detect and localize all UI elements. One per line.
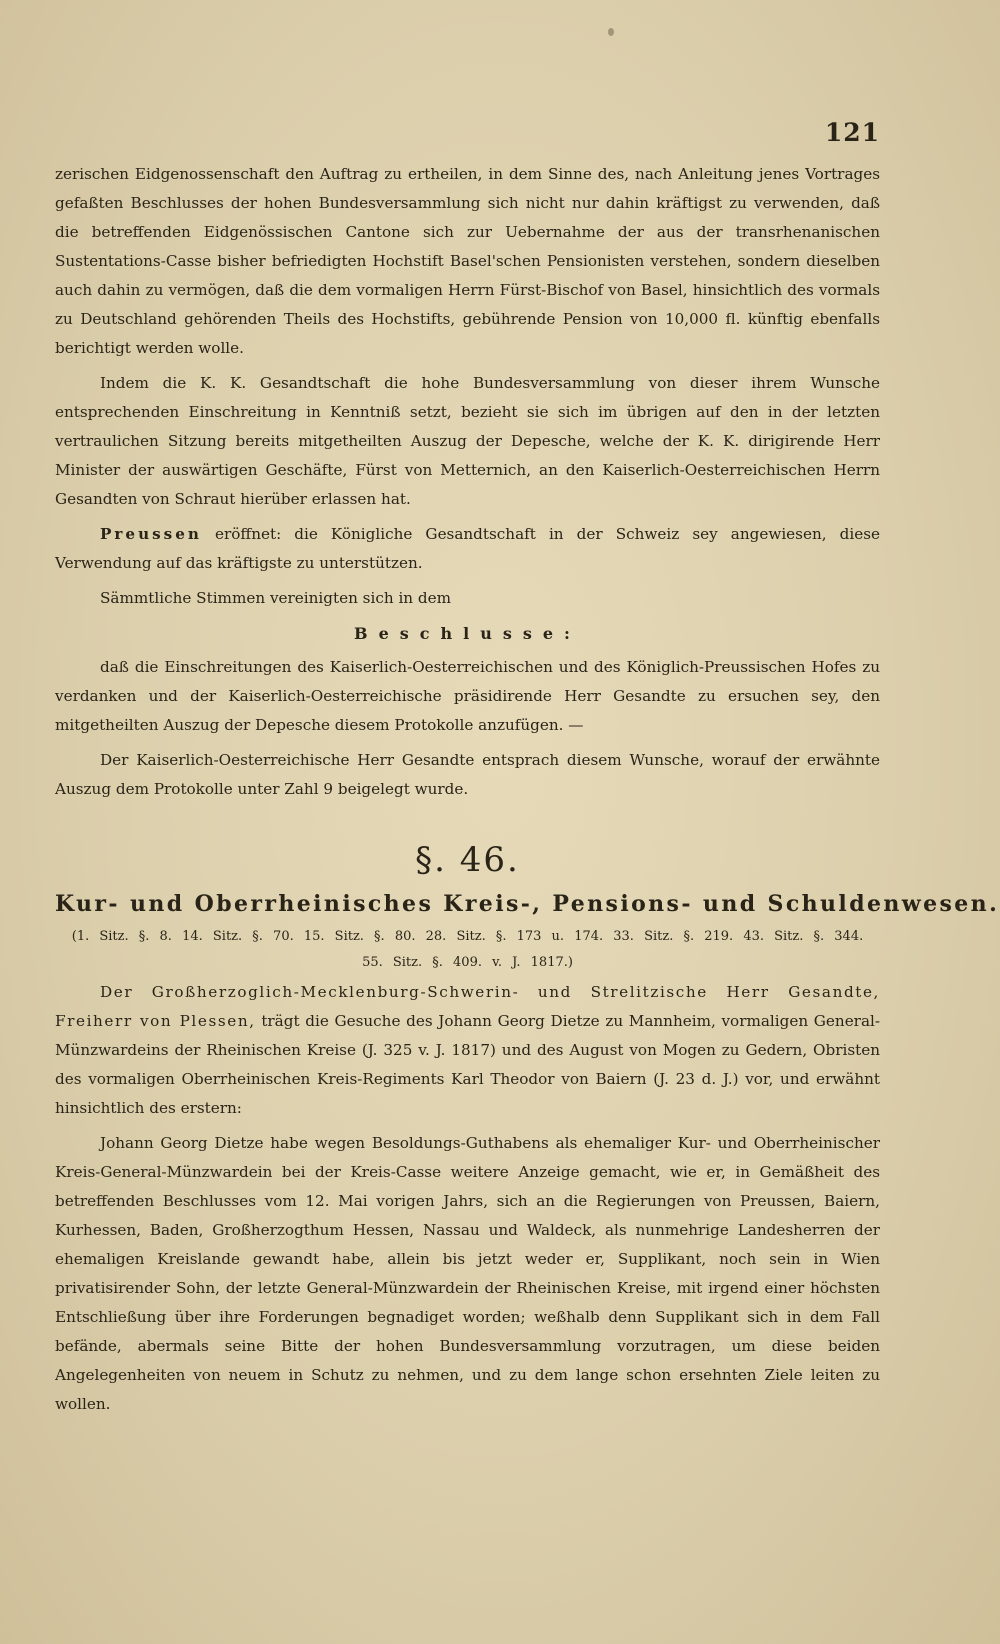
section-title: Kur- und Oberrheinisches Kreis-, Pensions- und Schuldenwesen. bbox=[55, 891, 1000, 917]
section-references-line-1: (1. Sitz. §. 8. 14. Sitz. §. 70. 15. Sitz. §. 80. 28. Sitz. §. 173 u. 174. 33. Sitz. §. 219. 43. Sitz. §. 344. bbox=[71, 929, 864, 944]
ink-spot bbox=[608, 28, 614, 36]
page-content bbox=[55, 160, 1000, 1425]
preussen-rest: eröffnet: die Königliche Gesandtschaft in der Schweiz sey angewiesen, diese Verwendung auf das kräftigste zu unterstützen. bbox=[55, 525, 880, 572]
paragraph-stimmen: Sämmtliche Stimmen vereinigten sich in dem bbox=[100, 589, 452, 607]
paragraph-protokoll: Der Kaiserlich-Oesterreichische Herr Gesandte entsprach diesem Wunsche, worauf der erwähnte Auszug dem Protokolle unter Zahl 9 beigelegt wurde. bbox=[55, 751, 880, 798]
preussen-lead: Preussen bbox=[100, 525, 202, 543]
paragraph-resolution: daß die Einschreitungen des Kaiserlich-Oesterreichischen und des Königlich-Preussischen Hofes zu verdanken und der Kaiserlich-Oesterreichische präsidirende Herr Gesandte zu ersuchen sey, den mitgetheilten Auszug der Depesche diesem Protokolle anzufügen. — bbox=[55, 658, 880, 734]
plessen-lead: Der Großherzoglich-Mecklenburg-Schwerin- und Strelitzische Herr Gesandte, Freiherr von Plessen, bbox=[55, 983, 880, 1030]
paragraph-continuation: zerischen Eidgenossenschaft den Auftrag zu ertheilen, in dem Sinne des, nach Anleitung jenes Vortrages gefaßten Beschlusses der hohen Bundesversammlung sich nicht nur dahin kräftigst zu verwenden, daß die betreffenden Eidgenössischen Cantone sich zur Uebernahme der aus der transrhenanischen Sustentations-Casse bisher befriedigten Hochstift Basel'schen Pensionisten verstehen, sondern dieselben auch dahin zu vermögen, daß die dem vormaligen Herrn Fürst-Bischof von Basel, hinsichtlich des vormals zu Deutschland gehörenden Theils des Hochstifts, gebührende Pension von 10,000 fl. künftig ebenfalls berichtigt werden wolle. bbox=[55, 165, 880, 357]
resolution-heading: Beschlusse: bbox=[354, 624, 581, 643]
section-references-line-2: 55. Sitz. §. 409. v. J. 1817.) bbox=[362, 955, 573, 970]
plessen-rest: trägt die Gesuche des Johann Georg Dietze zu Mannheim, vormaligen General-Münzwardeins der Rheinischen Kreise (J. 325 v. J. 1817) und des August von Mogen zu Gedern, Obristen des vormaligen Oberrheinischen Kreis-Regiments Karl Theodor von Baiern (J. 23 d. J.) vor, und erwähnt hinsichtlich des erstern: bbox=[55, 1012, 880, 1117]
paragraph-preussen bbox=[55, 520, 880, 578]
page-number: 121 bbox=[824, 118, 880, 147]
paragraph-dietze: Johann Georg Dietze habe wegen Besoldungs-Guthabens als ehemaliger Kur- und Oberrheinischer Kreis-General-Münzwardein bei der Kreis-Casse weitere Anzeige gemacht, wie er, in Gemäßheit des betreffenden Beschlusses vom 12. Mai vorigen Jahrs, sich an die Regierungen von Preussen, Baiern, Kurhessen, Baden, Großherzogthum Hessen, Nassau und Waldeck, als nunmehrige Landesherren der ehemaligen Kreislande gewandt habe, allein bis jetzt weder er, Supplikant, noch sein in Wien privatisirender Sohn, der letzte General-Münzwardein der Rheinischen Kreise, mit irgend einer höchsten Entschließung über ihre Forderungen begnadiget worden; weßhalb denn Supplikant sich in dem Fall befände, abermals seine Bitte der hohen Bundesversammlung vorzutragen, um diese beiden Angelegenheiten von neuem in Schutz zu nehmen, und zu dem lange schon ersehnten Ziele leiten zu wollen. bbox=[55, 1134, 880, 1413]
paragraph-kk-gesandtschaft: Indem die K. K. Gesandtschaft die hohe Bundesversammlung von dieser ihrem Wunsche entsprechenden Einschreitung in Kenntniß setzt, bezieht sie sich im übrigen auf den in der letzten vertraulichen Sitzung bereits mitgetheilten Auszug der Depesche, welche der K. K. dirigirende Herr Minister der auswärtigen Geschäfte, Fürst von Metternich, an den Kaiserlich-Oesterreichischen Herrn Gesandten von Schraut hierüber erlassen hat. bbox=[55, 374, 880, 508]
section-number: §. 46. bbox=[415, 840, 520, 880]
paragraph-gesandte-plessen bbox=[55, 978, 880, 1123]
